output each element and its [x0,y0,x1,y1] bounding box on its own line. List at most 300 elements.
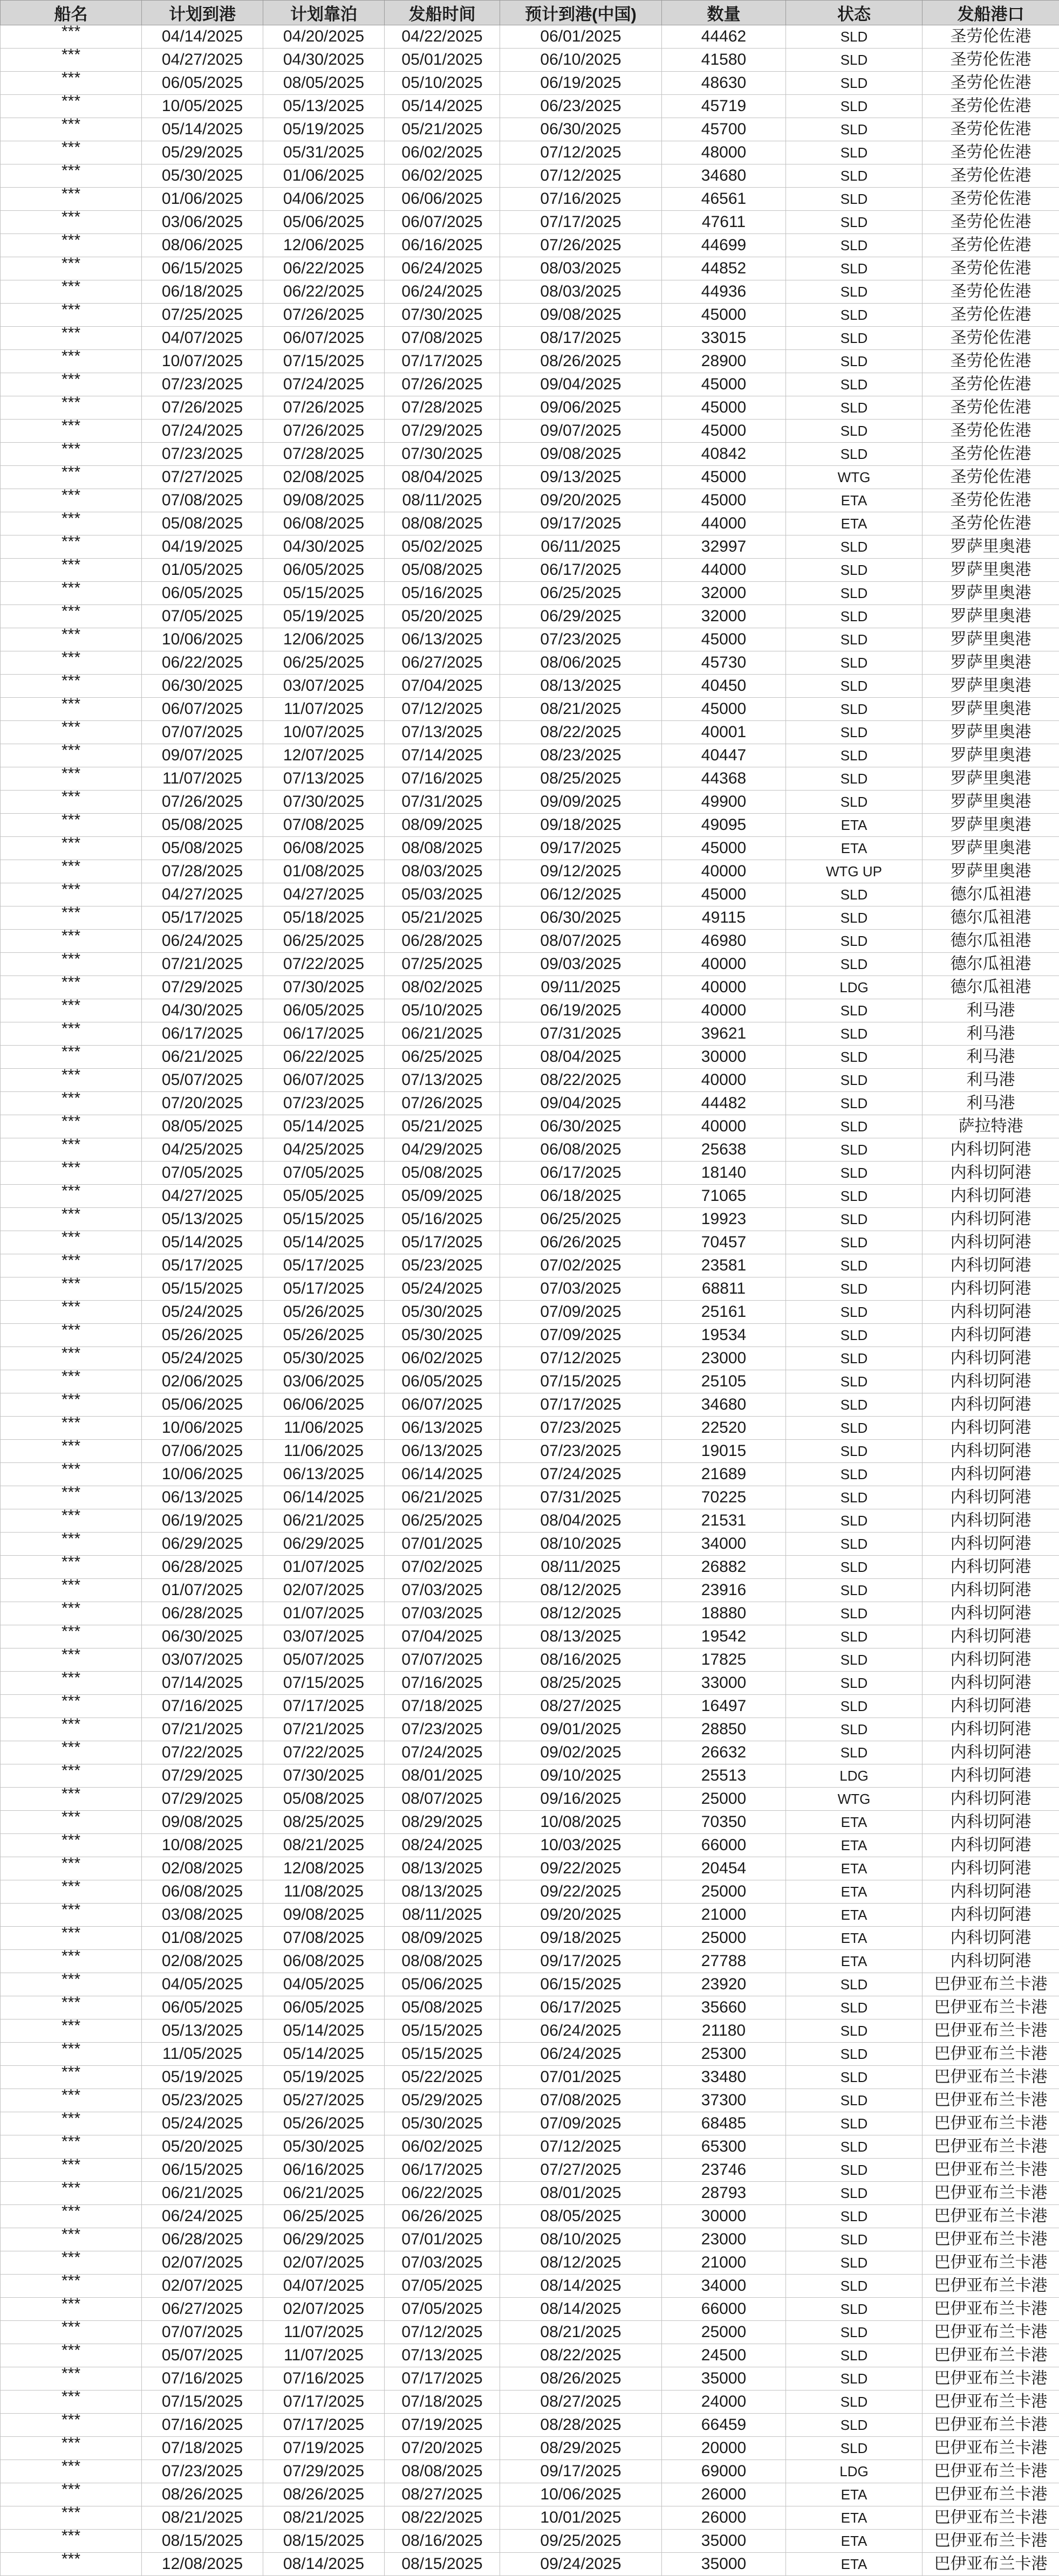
cell-ship-name: *** [1,651,142,675]
cell-departure-port: 圣劳伦佐港 [923,420,1059,443]
table-row [1,1904,1059,1927]
cell-departure-port: 内科切阿港 [923,1741,1059,1764]
cell-eta-china: 07/15/2025 [500,1370,662,1393]
cell-eta-china: 07/02/2025 [500,1254,662,1277]
cell-planned-berthing: 06/22/2025 [263,257,385,280]
cell-planned-arrival: 04/19/2025 [142,535,263,559]
cell-departure-port: 内科切阿港 [923,1509,1059,1533]
table-row [1,1463,1059,1486]
cell-quantity: 17825 [662,1648,786,1672]
table-row [1,1764,1059,1788]
cell-planned-berthing: 06/08/2025 [263,512,385,535]
cell-eta-china: 08/13/2025 [500,1625,662,1648]
cell-departure-time: 07/04/2025 [385,1625,500,1648]
cell-planned-berthing: 06/08/2025 [263,1950,385,1973]
cell-departure-port: 内科切阿港 [923,1950,1059,1973]
cell-quantity: 25000 [662,1788,786,1811]
cell-ship-name: *** [1,489,142,512]
cell-planned-berthing: 06/25/2025 [263,2205,385,2228]
cell-departure-time: 06/13/2025 [385,628,500,651]
cell-planned-arrival: 05/07/2025 [142,2344,263,2367]
cell-planned-arrival: 06/05/2025 [142,582,263,605]
cell-planned-arrival: 01/05/2025 [142,559,263,582]
cell-departure-port: 罗萨里奥港 [923,791,1059,814]
cell-quantity: 34000 [662,1533,786,1556]
cell-ship-name: *** [1,1718,142,1741]
cell-planned-arrival: 05/17/2025 [142,906,263,930]
cell-planned-arrival: 08/05/2025 [142,1115,263,1138]
cell-eta-china: 08/06/2025 [500,651,662,675]
cell-ship-name: *** [1,2530,142,2553]
cell-departure-time: 06/13/2025 [385,1440,500,1463]
cell-departure-port: 罗萨里奥港 [923,651,1059,675]
cell-planned-berthing: 04/06/2025 [263,188,385,211]
cell-planned-berthing: 05/19/2025 [263,2066,385,2089]
cell-ship-name: *** [1,2414,142,2437]
cell-planned-arrival: 04/27/2025 [142,49,263,72]
cell-ship-name: *** [1,1996,142,2019]
table-row [1,605,1059,628]
cell-planned-berthing: 07/29/2025 [263,2460,385,2483]
cell-departure-time: 06/26/2025 [385,2205,500,2228]
cell-planned-berthing: 05/30/2025 [263,2135,385,2159]
cell-planned-berthing: 11/06/2025 [263,1440,385,1463]
cell-planned-arrival: 07/25/2025 [142,304,263,327]
cell-status: SLD [786,1672,923,1695]
table-row [1,443,1059,466]
cell-planned-berthing: 04/27/2025 [263,883,385,906]
cell-planned-berthing: 01/06/2025 [263,164,385,188]
cell-planned-arrival: 10/07/2025 [142,350,263,373]
cell-quantity: 44368 [662,767,786,791]
cell-quantity: 44000 [662,559,786,582]
cell-planned-berthing: 07/13/2025 [263,767,385,791]
cell-planned-arrival: 07/23/2025 [142,373,263,396]
cell-planned-berthing: 01/07/2025 [263,1556,385,1579]
cell-eta-china: 06/17/2025 [500,559,662,582]
cell-planned-berthing: 05/17/2025 [263,1277,385,1301]
cell-ship-name: *** [1,582,142,605]
cell-departure-time: 08/09/2025 [385,814,500,837]
table-row [1,906,1059,930]
cell-departure-port: 巴伊亚布兰卡港 [923,2344,1059,2367]
cell-status: ETA [786,1811,923,1834]
cell-planned-arrival: 02/07/2025 [142,2251,263,2275]
table-row [1,1834,1059,1857]
cell-eta-china: 08/16/2025 [500,1648,662,1672]
cell-quantity: 71065 [662,1185,786,1208]
cell-eta-china: 09/18/2025 [500,814,662,837]
cell-planned-arrival: 06/08/2025 [142,1880,263,1904]
cell-departure-port: 内科切阿港 [923,1648,1059,1672]
cell-planned-arrival: 08/21/2025 [142,2506,263,2530]
cell-planned-arrival: 11/05/2025 [142,2043,263,2066]
cell-planned-berthing: 08/21/2025 [263,2506,385,2530]
cell-planned-berthing: 12/06/2025 [263,628,385,651]
cell-quantity: 68811 [662,1277,786,1301]
cell-planned-berthing: 01/08/2025 [263,860,385,883]
cell-departure-port: 圣劳伦佐港 [923,373,1059,396]
cell-ship-name: *** [1,2367,142,2390]
cell-quantity: 20000 [662,2437,786,2460]
cell-eta-china: 06/19/2025 [500,999,662,1022]
cell-departure-time: 07/05/2025 [385,2298,500,2321]
cell-ship-name: *** [1,350,142,373]
cell-departure-port: 巴伊亚布兰卡港 [923,1996,1059,2019]
cell-eta-china: 06/17/2025 [500,1996,662,2019]
cell-planned-berthing: 02/07/2025 [263,2251,385,2275]
cell-departure-port: 圣劳伦佐港 [923,72,1059,95]
cell-planned-berthing: 07/30/2025 [263,1764,385,1788]
cell-departure-time: 08/15/2025 [385,2553,500,2576]
cell-status: SLD [786,535,923,559]
cell-departure-port: 巴伊亚布兰卡港 [923,2298,1059,2321]
cell-status: SLD [786,2414,923,2437]
cell-departure-port: 巴伊亚布兰卡港 [923,2506,1059,2530]
cell-departure-port: 圣劳伦佐港 [923,49,1059,72]
cell-planned-berthing: 06/07/2025 [263,327,385,350]
cell-planned-arrival: 07/29/2025 [142,1764,263,1788]
cell-ship-name: *** [1,1417,142,1440]
column-header-departure-port: 发船港口 [923,1,1059,25]
cell-planned-arrival: 07/26/2025 [142,396,263,420]
table-row [1,188,1059,211]
table-row [1,49,1059,72]
cell-ship-name: *** [1,605,142,628]
cell-quantity: 26882 [662,1556,786,1579]
cell-eta-china: 08/26/2025 [500,2367,662,2390]
cell-eta-china: 08/01/2025 [500,2182,662,2205]
cell-departure-port: 利马港 [923,1022,1059,1046]
cell-ship-name: *** [1,1973,142,1996]
cell-departure-port: 内科切阿港 [923,1672,1059,1695]
cell-planned-arrival: 07/23/2025 [142,443,263,466]
cell-quantity: 23916 [662,1579,786,1602]
cell-planned-berthing: 06/29/2025 [263,2228,385,2251]
table-row [1,883,1059,906]
cell-eta-china: 09/01/2025 [500,1718,662,1741]
column-header-status: 状态 [786,1,923,25]
cell-quantity: 45000 [662,489,786,512]
table-row [1,1741,1059,1764]
cell-departure-port: 巴伊亚布兰卡港 [923,2112,1059,2135]
cell-quantity: 70457 [662,1231,786,1254]
cell-planned-berthing: 05/06/2025 [263,211,385,234]
cell-departure-port: 德尔瓜祖港 [923,976,1059,999]
cell-departure-port: 圣劳伦佐港 [923,141,1059,164]
cell-quantity: 21180 [662,2019,786,2043]
table-row [1,2506,1059,2530]
cell-planned-berthing: 08/21/2025 [263,1834,385,1857]
table-row [1,651,1059,675]
cell-ship-name: *** [1,2437,142,2460]
cell-planned-berthing: 05/05/2025 [263,1185,385,1208]
table-row [1,535,1059,559]
cell-quantity: 45000 [662,466,786,489]
cell-quantity: 21689 [662,1463,786,1486]
table-row [1,1718,1059,1741]
cell-departure-time: 07/05/2025 [385,2275,500,2298]
cell-planned-berthing: 02/08/2025 [263,466,385,489]
cell-departure-time: 05/06/2025 [385,1973,500,1996]
cell-eta-china: 09/13/2025 [500,466,662,489]
cell-status: SLD [786,582,923,605]
cell-departure-port: 内科切阿港 [923,1880,1059,1904]
cell-planned-berthing: 05/19/2025 [263,118,385,141]
table-row [1,1486,1059,1509]
cell-eta-china: 08/13/2025 [500,675,662,698]
cell-quantity: 40000 [662,999,786,1022]
cell-ship-name: *** [1,2182,142,2205]
table-row [1,280,1059,304]
cell-quantity: 65300 [662,2135,786,2159]
cell-status: SLD [786,420,923,443]
cell-status: SLD [786,72,923,95]
cell-departure-port: 巴伊亚布兰卡港 [923,2275,1059,2298]
cell-ship-name: *** [1,2043,142,2066]
cell-ship-name: *** [1,1463,142,1486]
cell-departure-time: 08/27/2025 [385,2483,500,2506]
cell-status: SLD [786,2182,923,2205]
cell-planned-arrival: 06/22/2025 [142,651,263,675]
table-row [1,118,1059,141]
table-row [1,999,1059,1022]
cell-planned-arrival: 05/08/2025 [142,837,263,860]
table-row [1,976,1059,999]
cell-quantity: 19534 [662,1324,786,1347]
table-row [1,1880,1059,1904]
cell-eta-china: 07/08/2025 [500,2089,662,2112]
cell-quantity: 19923 [662,1208,786,1231]
cell-eta-china: 08/14/2025 [500,2275,662,2298]
cell-status: LDG [786,2460,923,2483]
cell-planned-berthing: 01/07/2025 [263,1602,385,1625]
cell-status: SLD [786,698,923,721]
cell-quantity: 25300 [662,2043,786,2066]
table-row [1,1440,1059,1463]
cell-departure-port: 内科切阿港 [923,1718,1059,1741]
cell-planned-arrival: 06/29/2025 [142,1533,263,1556]
cell-planned-arrival: 06/15/2025 [142,2159,263,2182]
cell-ship-name: *** [1,118,142,141]
cell-ship-name: *** [1,1857,142,1880]
cell-eta-china: 09/20/2025 [500,1904,662,1927]
cell-departure-port: 圣劳伦佐港 [923,350,1059,373]
cell-departure-time: 07/08/2025 [385,327,500,350]
cell-planned-arrival: 07/07/2025 [142,2321,263,2344]
cell-quantity: 48630 [662,72,786,95]
cell-quantity: 25000 [662,1927,786,1950]
cell-status: SLD [786,930,923,953]
cell-quantity: 44699 [662,234,786,257]
table-row [1,141,1059,164]
table-row [1,2251,1059,2275]
table-row [1,466,1059,489]
cell-departure-time: 07/03/2025 [385,1602,500,1625]
table-row [1,1185,1059,1208]
table-row [1,1208,1059,1231]
cell-eta-china: 06/12/2025 [500,883,662,906]
cell-departure-port: 内科切阿港 [923,1185,1059,1208]
cell-planned-berthing: 06/08/2025 [263,837,385,860]
cell-planned-berthing: 07/23/2025 [263,1092,385,1115]
cell-eta-china: 09/17/2025 [500,1950,662,1973]
cell-status: SLD [786,675,923,698]
cell-departure-time: 07/12/2025 [385,2321,500,2344]
cell-quantity: 44462 [662,25,786,49]
cell-planned-berthing: 11/08/2025 [263,1880,385,1904]
cell-eta-china: 09/20/2025 [500,489,662,512]
cell-departure-time: 05/16/2025 [385,1208,500,1231]
cell-status: WTG [786,1788,923,1811]
cell-ship-name: *** [1,1602,142,1625]
table-row [1,2228,1059,2251]
cell-departure-port: 罗萨里奥港 [923,814,1059,837]
cell-status: SLD [786,883,923,906]
table-row [1,350,1059,373]
cell-eta-china: 08/27/2025 [500,1695,662,1718]
cell-planned-berthing: 07/08/2025 [263,1927,385,1950]
cell-status: ETA [786,1880,923,1904]
cell-status: SLD [786,1718,923,1741]
cell-departure-port: 巴伊亚布兰卡港 [923,2066,1059,2089]
cell-planned-berthing: 12/08/2025 [263,1857,385,1880]
cell-ship-name: *** [1,1648,142,1672]
table-row [1,860,1059,883]
cell-quantity: 49900 [662,791,786,814]
cell-status: SLD [786,304,923,327]
cell-planned-arrival: 07/06/2025 [142,1440,263,1463]
cell-planned-arrival: 05/23/2025 [142,2089,263,2112]
cell-planned-berthing: 08/05/2025 [263,72,385,95]
cell-ship-name: *** [1,860,142,883]
cell-ship-name: *** [1,2275,142,2298]
cell-eta-china: 09/08/2025 [500,304,662,327]
cell-planned-berthing: 05/18/2025 [263,906,385,930]
cell-eta-china: 07/27/2025 [500,2159,662,2182]
cell-status: SLD [786,2089,923,2112]
cell-planned-berthing: 04/30/2025 [263,49,385,72]
cell-planned-arrival: 10/06/2025 [142,1417,263,1440]
cell-quantity: 48000 [662,141,786,164]
cell-planned-arrival: 04/14/2025 [142,25,263,49]
cell-departure-time: 05/22/2025 [385,2066,500,2089]
cell-planned-berthing: 06/14/2025 [263,1486,385,1509]
cell-status: SLD [786,2321,923,2344]
table-row [1,1695,1059,1718]
cell-planned-arrival: 06/07/2025 [142,698,263,721]
cell-planned-arrival: 07/21/2025 [142,1718,263,1741]
cell-planned-arrival: 05/24/2025 [142,2112,263,2135]
cell-status: SLD [786,280,923,304]
cell-planned-arrival: 02/08/2025 [142,1950,263,1973]
cell-eta-china: 07/12/2025 [500,141,662,164]
cell-quantity: 40000 [662,953,786,976]
cell-quantity: 40450 [662,675,786,698]
cell-planned-arrival: 04/25/2025 [142,1138,263,1162]
cell-departure-time: 05/01/2025 [385,49,500,72]
cell-eta-china: 07/23/2025 [500,628,662,651]
cell-departure-port: 圣劳伦佐港 [923,304,1059,327]
table-row [1,1788,1059,1811]
cell-departure-time: 07/28/2025 [385,396,500,420]
cell-departure-time: 06/02/2025 [385,1347,500,1370]
cell-status: SLD [786,1277,923,1301]
column-header-departure-time: 发船时间 [385,1,500,25]
cell-quantity: 44000 [662,512,786,535]
cell-planned-arrival: 07/05/2025 [142,605,263,628]
cell-planned-berthing: 05/13/2025 [263,95,385,118]
cell-ship-name: *** [1,2390,142,2414]
cell-departure-time: 07/04/2025 [385,675,500,698]
cell-eta-china: 09/11/2025 [500,976,662,999]
cell-planned-berthing: 12/07/2025 [263,744,385,767]
cell-departure-port: 萨拉特港 [923,1115,1059,1138]
cell-status: SLD [786,2112,923,2135]
cell-quantity: 24500 [662,2344,786,2367]
cell-planned-arrival: 05/26/2025 [142,1324,263,1347]
cell-status: SLD [786,767,923,791]
cell-status: SLD [786,1602,923,1625]
cell-status: ETA [786,2530,923,2553]
cell-ship-name: *** [1,396,142,420]
cell-eta-china: 06/25/2025 [500,1208,662,1231]
cell-eta-china: 08/04/2025 [500,1509,662,1533]
cell-ship-name: *** [1,1185,142,1208]
cell-ship-name: *** [1,1277,142,1301]
cell-planned-arrival: 05/14/2025 [142,118,263,141]
cell-departure-time: 06/28/2025 [385,930,500,953]
cell-eta-china: 10/08/2025 [500,1811,662,1834]
cell-departure-time: 07/29/2025 [385,420,500,443]
cell-quantity: 25161 [662,1301,786,1324]
table-row [1,1556,1059,1579]
cell-planned-arrival: 07/15/2025 [142,2390,263,2414]
table-header [1,1,1059,25]
cell-eta-china: 08/25/2025 [500,1672,662,1695]
cell-planned-berthing: 07/24/2025 [263,373,385,396]
cell-departure-time: 06/02/2025 [385,2135,500,2159]
table-row [1,1115,1059,1138]
table-row [1,953,1059,976]
cell-status: SLD [786,2043,923,2066]
cell-departure-time: 07/30/2025 [385,443,500,466]
cell-status: SLD [786,1069,923,1092]
cell-quantity: 32997 [662,535,786,559]
cell-status: SLD [786,350,923,373]
cell-ship-name: *** [1,675,142,698]
cell-departure-time: 08/11/2025 [385,489,500,512]
table-row [1,1254,1059,1277]
cell-quantity: 33480 [662,2066,786,2089]
cell-departure-port: 巴伊亚布兰卡港 [923,2205,1059,2228]
cell-quantity: 30000 [662,1046,786,1069]
cell-eta-china: 09/03/2025 [500,953,662,976]
cell-planned-arrival: 09/08/2025 [142,1811,263,1834]
cell-eta-china: 09/09/2025 [500,791,662,814]
cell-planned-arrival: 02/06/2025 [142,1370,263,1393]
cell-status: SLD [786,1509,923,1533]
cell-status: SLD [786,1556,923,1579]
cell-ship-name: *** [1,1927,142,1950]
table-row [1,1579,1059,1602]
cell-departure-time: 08/07/2025 [385,1788,500,1811]
table-row [1,1022,1059,1046]
cell-eta-china: 07/23/2025 [500,1440,662,1463]
cell-planned-arrival: 04/27/2025 [142,883,263,906]
cell-departure-port: 罗萨里奥港 [923,837,1059,860]
cell-status: SLD [786,953,923,976]
